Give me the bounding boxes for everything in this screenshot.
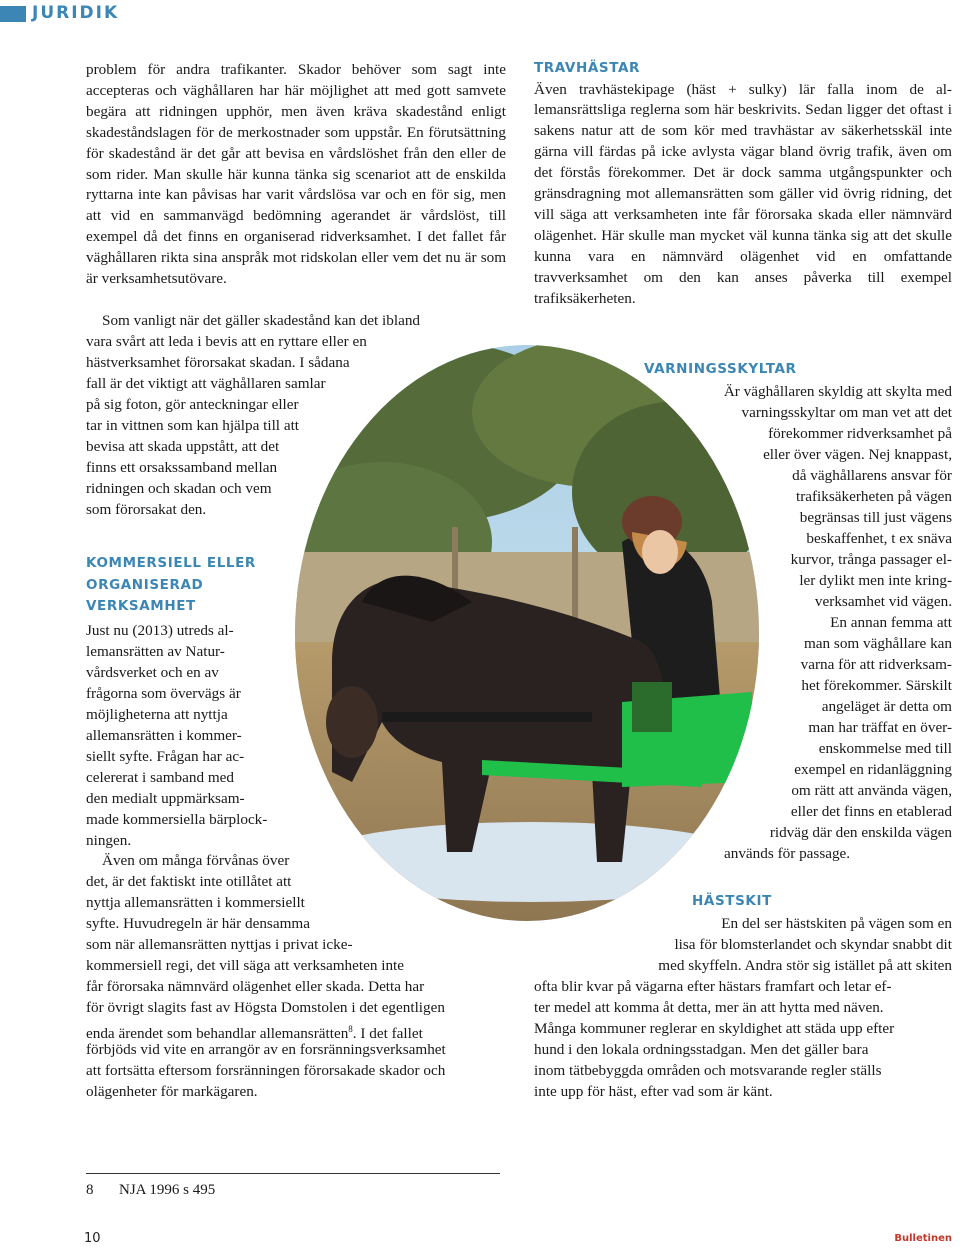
footnote-reference[interactable]: 8 — [348, 1024, 353, 1034]
footnote-divider — [86, 1173, 500, 1174]
publication-name: Bulletinen — [894, 1233, 952, 1244]
heading-commercial: KOMMERSIELL ELLER ORGANISERAD VERKSAMHET — [86, 555, 256, 614]
section-label: JURIDIK — [32, 3, 120, 23]
heading-horse-dung: HÄSTSKIT — [692, 893, 772, 909]
footnote — [86, 1182, 215, 1199]
heading-warning-signs: VARNINGSSKYLTAR — [644, 361, 797, 377]
paragraph-trotting: Även travhästekipage (häst + sulky) lär falla inom de al- lemansrättsliga reglerna som här beskrivits. Sedan ligger det oftast i sakens natur att de som kör med travhästar av säkerhetsskäl inte gärna vill färdas på icke avlysta vägar bland övrig trafik, även om det förstås förekommer. Det är dock samma utgångspunkter och gränsdragning mot allemansrätten som gäller vid övrig ridning, det vill säga att verksamheten inte får förorsaka skada eller nämnvärd olägenhet. Här skulle man mycket väl kunna tänka sig att det skulle kunna vara en nämnvärd olägenhet vid en omfattande travverksamhet om den kan anses påverka till exempel trafiksäkerheten. — [534, 80, 953, 307]
heading-trotting: TRAVHÄSTAR — [534, 60, 641, 76]
footnote-number: 8 — [86, 1182, 94, 1198]
footnote-text: NJA 1996 s 495 — [119, 1182, 216, 1198]
paragraph-damages: problem för andra trafikanter. Skador behöver som sagt inte accepteras och väghållaren har här möjlighet att med gott samvete begära att ridningen upphör, men även kräva skadestånd enligt skadeståndslagen för de merkostnader som uppstår. En förutsättning för skadestånd är det går att bevisa en vårdslöshet från den eller de som rider. Man skulle här kunna tänka sig scenariot att de enskilda ryttarna inte kan påvisas har varit vårdslösa var och en för sig, men att vid en sammanvägd bedömning agerandet är vårdslöst, till exempel då det finns en organiserad ridverksamhet. I det fallet får väghållaren rikta sina anspråk mot ridskolan eller vem det nu är som är verksamhetsutövare. — [86, 61, 507, 288]
pony-cart-photo — [292, 342, 762, 924]
page-number: 10 — [84, 1231, 101, 1246]
right-column-top — [534, 58, 952, 309]
left-column — [86, 60, 506, 290]
section-color-bar — [0, 6, 26, 22]
